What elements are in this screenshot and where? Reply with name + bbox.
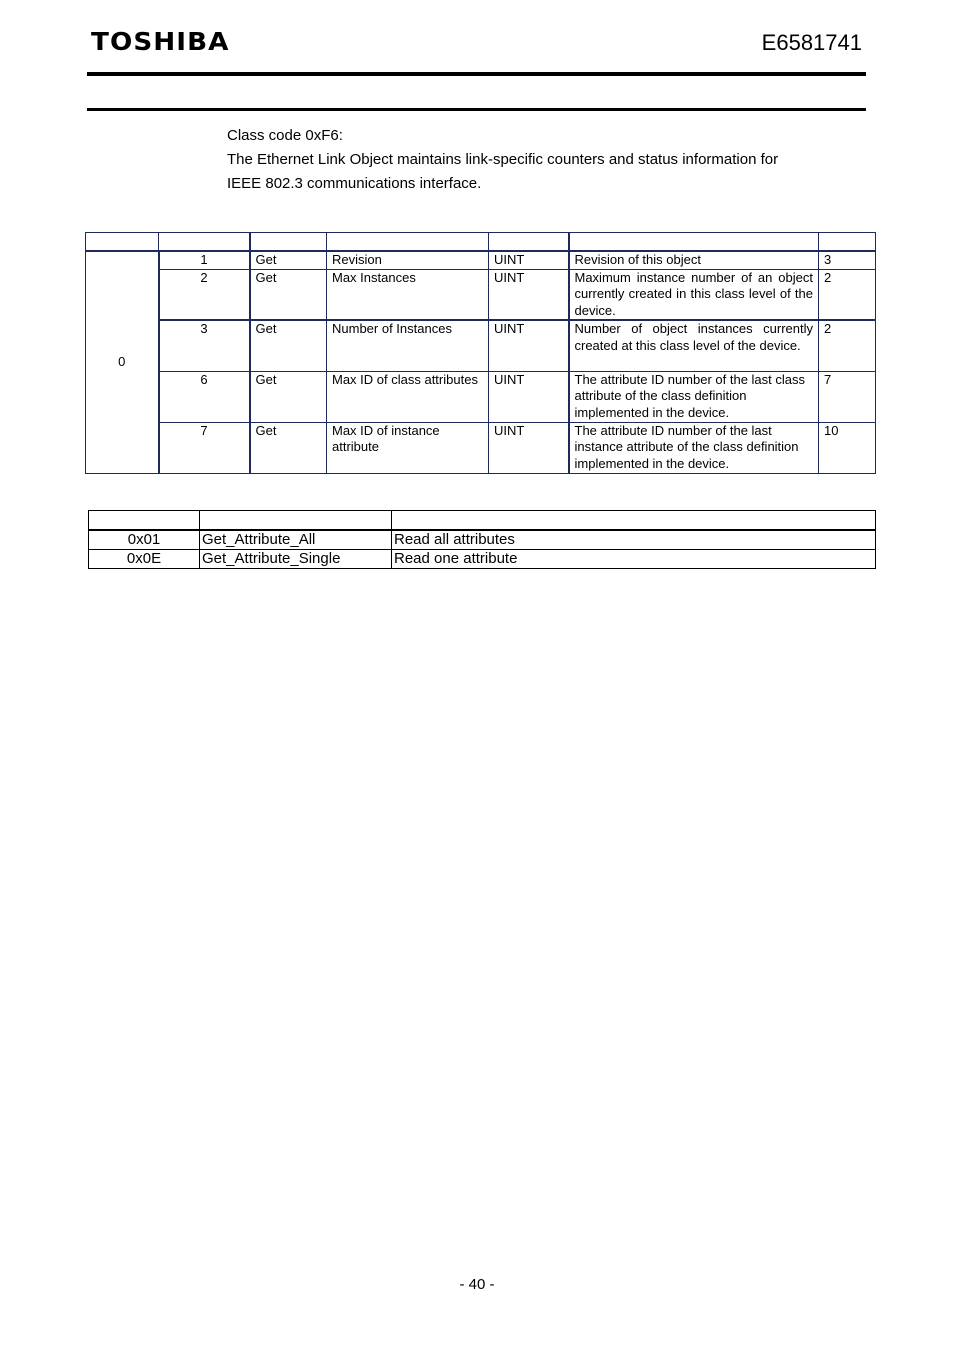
class-code-line: Class code 0xF6: [227, 127, 343, 144]
data-type: UINT [489, 371, 569, 422]
description-line-2: IEEE 802.3 communications interface. [227, 175, 482, 192]
service-table [88, 510, 876, 569]
attribute-id: 7 [159, 422, 250, 473]
access-rule: Get [250, 269, 327, 320]
header-cell [327, 233, 489, 252]
service-code: 0x0E [89, 550, 200, 569]
service-description: Read one attribute [392, 550, 876, 569]
header-cell [89, 511, 200, 531]
data-type: UINT [489, 422, 569, 473]
attribute-description: The attribute ID number of the last class attribute of the class definition implemented in the device. [569, 371, 819, 422]
attribute-value: 3 [819, 251, 876, 269]
data-type: UINT [489, 251, 569, 269]
attribute-id: 1 [159, 251, 250, 269]
toshiba-logo: TOSHIBA [91, 27, 230, 56]
header-cell [250, 233, 327, 252]
attribute-description: Number of object instances currently created at this class level of the device. [569, 320, 819, 371]
service-name: Get_Attribute_Single [200, 550, 392, 569]
attribute-value: 7 [819, 371, 876, 422]
header-rule-bottom [87, 108, 866, 111]
instance-cell: 0 [86, 251, 159, 473]
data-type: UINT [489, 320, 569, 371]
attribute-name: Max Instances [327, 269, 489, 320]
header-cell [86, 233, 159, 252]
attribute-description: Revision of this object [569, 251, 819, 269]
intro-text [227, 124, 847, 196]
attribute-value: 2 [819, 320, 876, 371]
header-cell [489, 233, 569, 252]
access-rule: Get [250, 251, 327, 269]
document-number: E6581741 [761, 30, 862, 55]
attribute-name: Revision [327, 251, 489, 269]
header-cell [569, 233, 819, 252]
header-rule-top [87, 72, 866, 76]
access-rule: Get [250, 371, 327, 422]
description-line-1: The Ethernet Link Object maintains link-specific counters and status information for [227, 151, 779, 168]
table-row [89, 550, 876, 569]
access-rule: Get [250, 422, 327, 473]
service-description: Read all attributes [392, 530, 876, 550]
attribute-value: 2 [819, 269, 876, 320]
service-code: 0x01 [89, 530, 200, 550]
access-rule: Get [250, 320, 327, 371]
header-cell [392, 511, 876, 531]
attribute-name: Max ID of instance attribute [327, 422, 489, 473]
class-attribute-table [85, 232, 876, 474]
attribute-id: 6 [159, 371, 250, 422]
table-header-row [86, 233, 876, 252]
attribute-description: The attribute ID number of the last instance attribute of the class definition implemented in the device. [569, 422, 819, 473]
table-row [86, 371, 876, 422]
attribute-name: Number of Instances [327, 320, 489, 371]
attribute-value: 10 [819, 422, 876, 473]
attribute-name: Max ID of class attributes [327, 371, 489, 422]
page-number: - 40 - [459, 1276, 495, 1293]
table-header-row [89, 511, 876, 531]
table-row [86, 269, 876, 320]
table-row [86, 320, 876, 371]
service-name: Get_Attribute_All [200, 530, 392, 550]
header-cell [159, 233, 250, 252]
attribute-description: Maximum instance number of an object currently created in this class level of the device. [569, 269, 819, 320]
header-cell [200, 511, 392, 531]
attribute-id: 3 [159, 320, 250, 371]
data-type: UINT [489, 269, 569, 320]
attribute-id: 2 [159, 269, 250, 320]
table-row [89, 530, 876, 550]
table-row [86, 422, 876, 473]
table-row [86, 251, 876, 269]
header-cell [819, 233, 876, 252]
